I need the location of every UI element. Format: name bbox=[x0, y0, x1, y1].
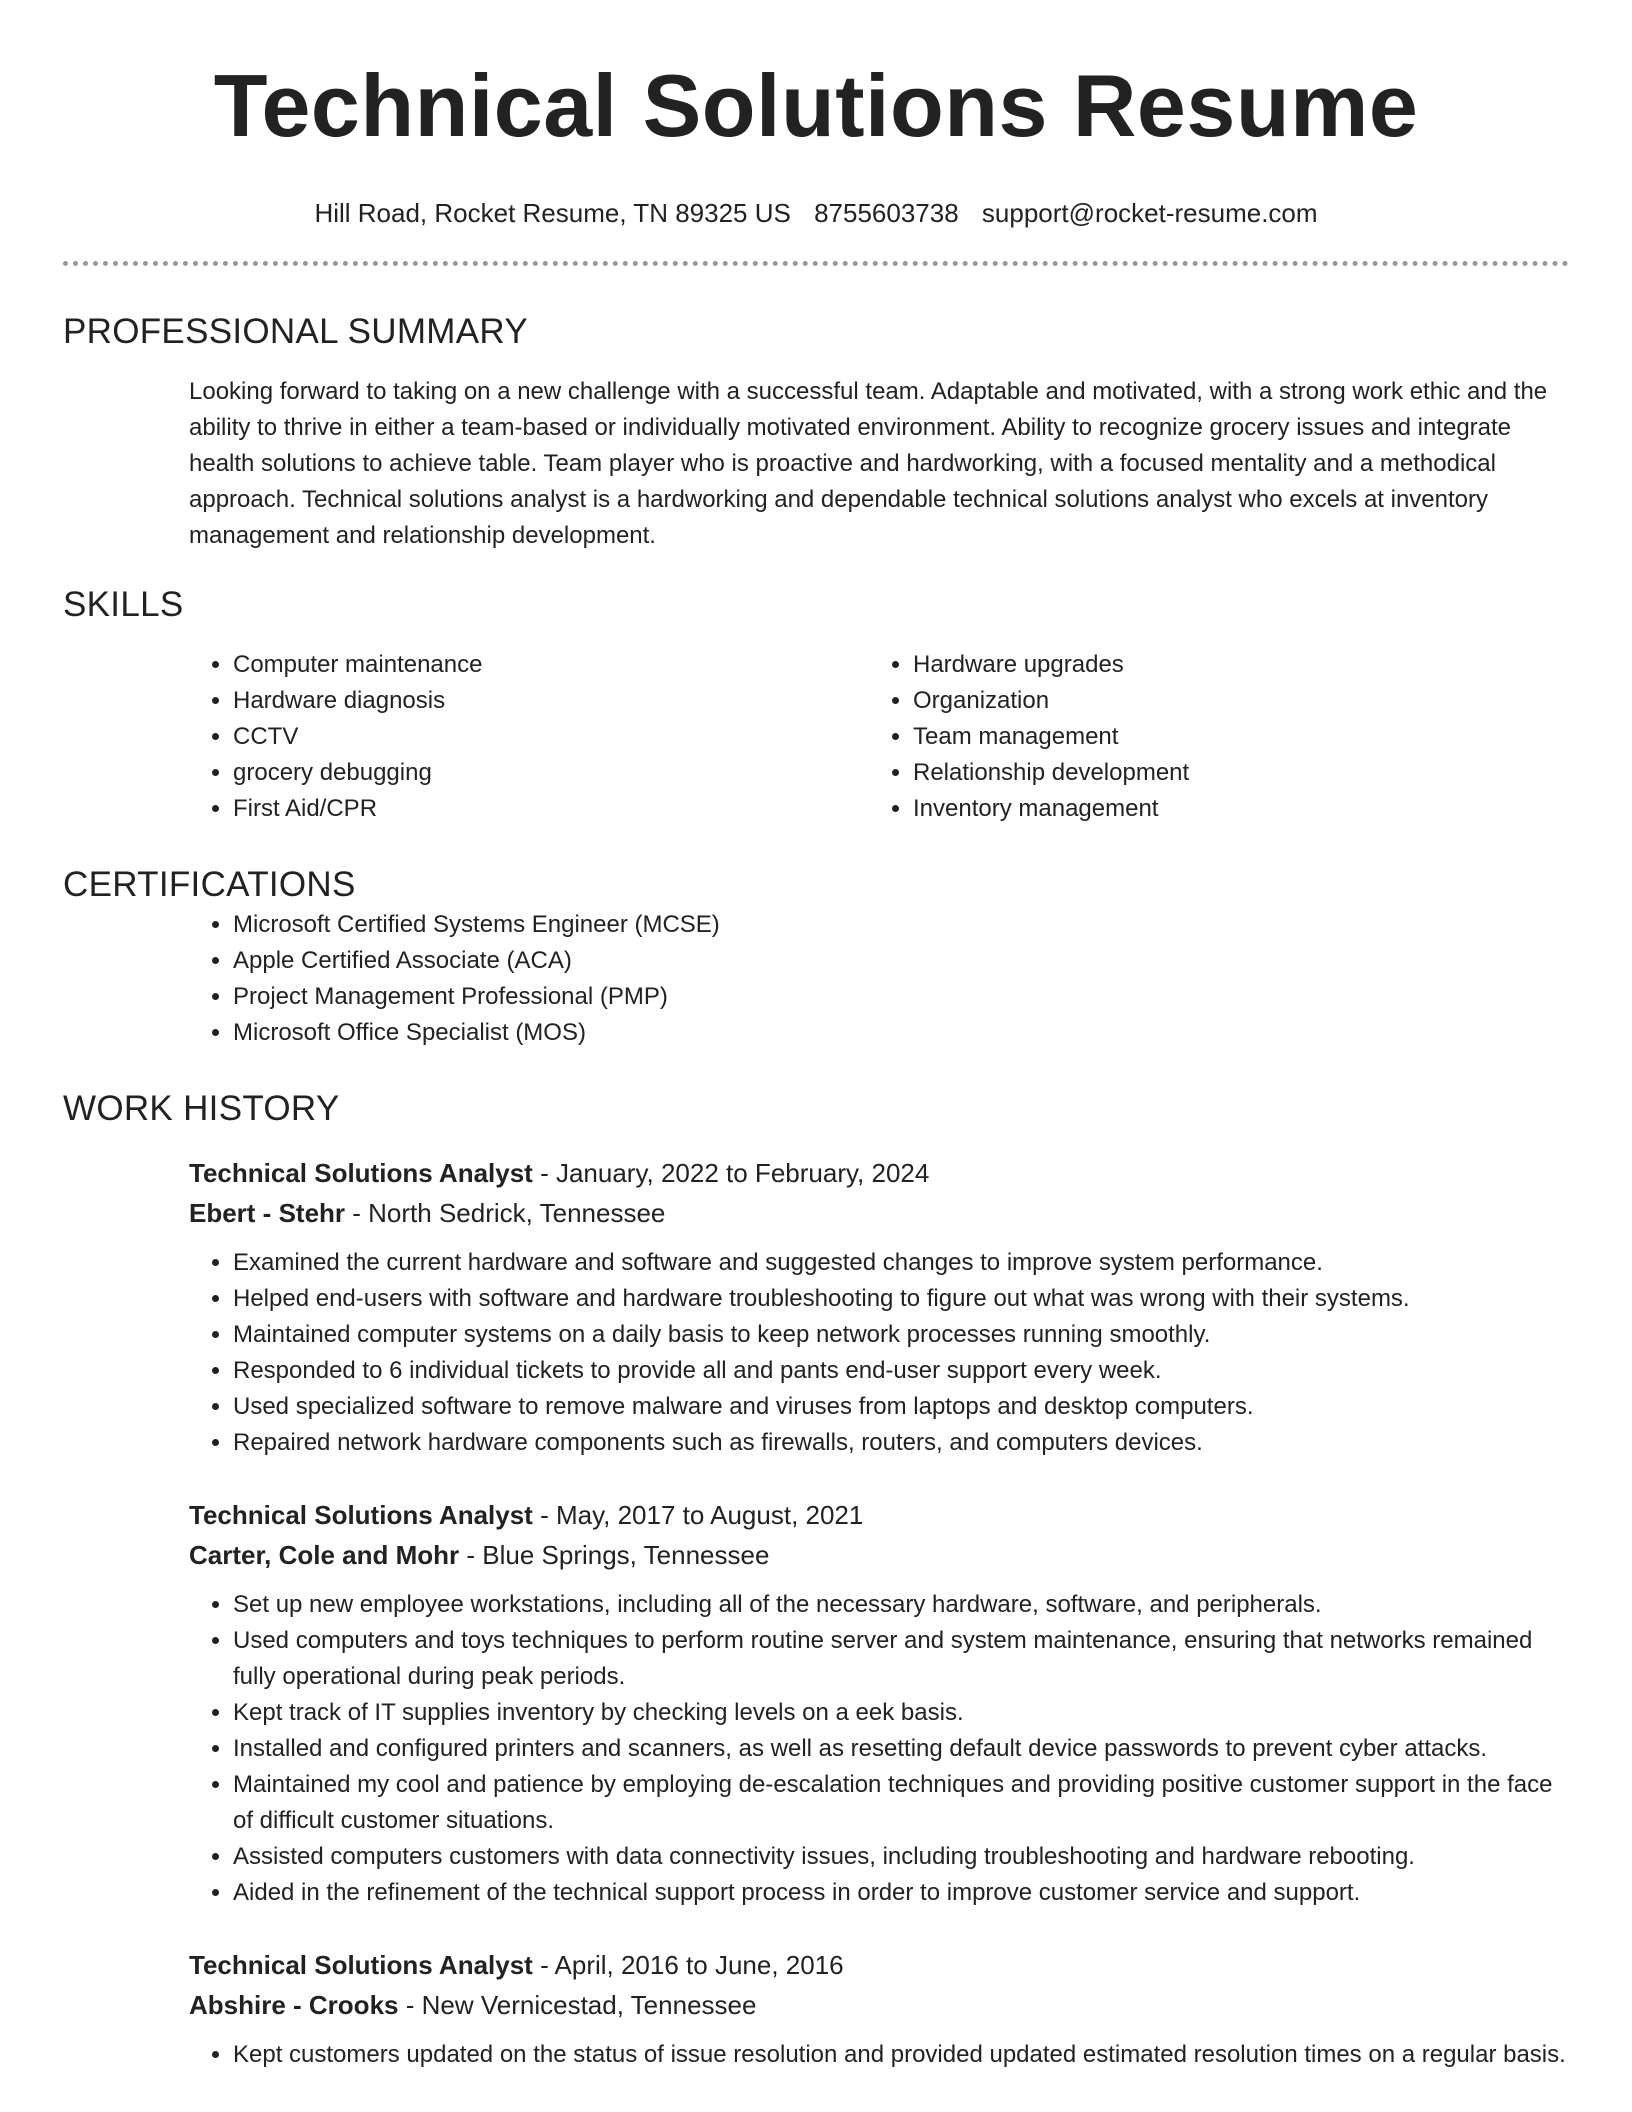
job-duties-list bbox=[189, 2037, 1569, 2073]
header-divider bbox=[63, 261, 1569, 266]
job-duty: • Responded to 6 individual tickets to provide all and pants end-user support every week. bbox=[233, 1353, 1569, 1389]
resume-title: Technical Solutions Resume bbox=[213, 56, 1419, 155]
skills-grid bbox=[189, 647, 1569, 827]
contact-email: support@rocket-resume.com bbox=[981, 198, 1318, 228]
job-company-line bbox=[189, 1535, 1569, 1575]
skill-item: • Team management bbox=[913, 719, 1549, 755]
job-role: Technical Solutions Analyst bbox=[189, 1950, 533, 1980]
skills-heading: SKILLS bbox=[63, 585, 184, 624]
skills-column-right bbox=[869, 647, 1549, 827]
summary-section bbox=[189, 374, 1569, 554]
skills-list-left bbox=[189, 647, 869, 827]
job-company-line bbox=[189, 1985, 1569, 2025]
skill-item: • First Aid/CPR bbox=[233, 791, 869, 827]
job-company-line bbox=[189, 1193, 1569, 1233]
skill-item: • Hardware upgrades bbox=[913, 647, 1549, 683]
certification-item: • Apple Certified Associate (ACA) bbox=[233, 943, 1569, 979]
job-duties-list bbox=[189, 1245, 1569, 1461]
job-title-line bbox=[189, 1153, 1569, 1193]
summary-text: Looking forward to taking on a new challenge with a successful team. Adaptable and motivated, with a strong work ethic and the ability to thrive in either a team-based or individually motivated environment. Ability to recognize grocery issues and integrate health solutions to achieve table. Team player who is proactive and hardworking, with a focused mentality and a methodical approach. Technical solutions analyst is a hardworking and dependable technical solutions analyst who excels at inventory management and relationship development. bbox=[189, 378, 1548, 549]
job-title-line bbox=[189, 1495, 1569, 1535]
contact-phone: 8755603738 bbox=[814, 198, 959, 228]
contact-address: Hill Road, Rocket Resume, TN 89325 US bbox=[314, 198, 791, 228]
skills-list-right bbox=[869, 647, 1549, 827]
job-location: - New Vernicestad, Tennessee bbox=[398, 1990, 757, 2020]
job-entry bbox=[189, 1495, 1569, 1911]
job-dates: - April, 2016 to June, 2016 bbox=[532, 1950, 844, 1980]
job-company: Abshire - Crooks bbox=[189, 1990, 399, 2020]
job-duty: • Maintained my cool and patience by employing de-escalation techniques and providing positive customer support in the face of difficult customer situations. bbox=[233, 1767, 1569, 1839]
job-title-line bbox=[189, 1945, 1569, 1985]
skills-section bbox=[189, 647, 1569, 827]
contact-line bbox=[63, 196, 1569, 230]
job-dates: - January, 2022 to February, 2024 bbox=[532, 1158, 930, 1188]
job-duty: • Set up new employee workstations, including all of the necessary hardware, software, and peripherals. bbox=[233, 1587, 1569, 1623]
job-duty: • Used computers and toys techniques to perform routine server and system maintenance, ensuring that networks remained fully operational during peak periods. bbox=[233, 1623, 1569, 1695]
work-history-section bbox=[189, 1153, 1569, 2073]
job-duties-list bbox=[189, 1587, 1569, 1911]
skill-item: • grocery debugging bbox=[233, 755, 869, 791]
job-duty: • Installed and configured printers and scanners, as well as resetting default device passwords to prevent cyber attacks. bbox=[233, 1731, 1569, 1767]
skill-item: • Computer maintenance bbox=[233, 647, 869, 683]
certifications-heading: CERTIFICATIONS bbox=[63, 865, 356, 904]
skill-item: • CCTV bbox=[233, 719, 869, 755]
certification-item: • Project Management Professional (PMP) bbox=[233, 979, 1569, 1015]
job-entry bbox=[189, 1153, 1569, 1461]
job-duty: • Repaired network hardware components such as firewalls, routers, and computers devices. bbox=[233, 1425, 1569, 1461]
job-duty: • Used specialized software to remove malware and viruses from laptops and desktop computers. bbox=[233, 1389, 1569, 1425]
job-location: - North Sedrick, Tennessee bbox=[345, 1198, 666, 1228]
job-duty: • Maintained computer systems on a daily basis to keep network processes running smoothly. bbox=[233, 1317, 1569, 1353]
job-duty: • Kept track of IT supplies inventory by checking levels on a eek basis. bbox=[233, 1695, 1569, 1731]
job-duty: • Helped end-users with software and hardware troubleshooting to figure out what was wrong with their systems. bbox=[233, 1281, 1569, 1317]
job-dates: - May, 2017 to August, 2021 bbox=[532, 1500, 864, 1530]
job-company: Carter, Cole and Mohr bbox=[189, 1540, 460, 1570]
certification-item: • Microsoft Office Specialist (MOS) bbox=[233, 1015, 1569, 1051]
work-history-heading: WORK HISTORY bbox=[63, 1089, 340, 1128]
job-entry bbox=[189, 1945, 1569, 2073]
skill-item: • Hardware diagnosis bbox=[233, 683, 869, 719]
skill-item: • Organization bbox=[913, 683, 1549, 719]
job-company: Ebert - Stehr bbox=[189, 1198, 346, 1228]
job-duty: • Assisted computers customers with data connectivity issues, including troubleshooting and hardware rebooting. bbox=[233, 1839, 1569, 1875]
job-role: Technical Solutions Analyst bbox=[189, 1158, 533, 1188]
job-role: Technical Solutions Analyst bbox=[189, 1500, 533, 1530]
skills-column-left bbox=[189, 647, 869, 827]
job-location: - Blue Springs, Tennessee bbox=[459, 1540, 770, 1570]
job-duty: • Kept customers updated on the status of issue resolution and provided updated estimated resolution times on a regular basis. bbox=[233, 2037, 1569, 2073]
job-duty: • Examined the current hardware and software and suggested changes to improve system performance. bbox=[233, 1245, 1569, 1281]
skill-item: • Inventory management bbox=[913, 791, 1549, 827]
certifications-list bbox=[189, 907, 1569, 1051]
skill-item: • Relationship development bbox=[913, 755, 1549, 791]
summary-heading: PROFESSIONAL SUMMARY bbox=[63, 312, 528, 351]
certification-item: • Microsoft Certified Systems Engineer (MCSE) bbox=[233, 907, 1569, 943]
certifications-section bbox=[189, 907, 1569, 1051]
job-duty: • Aided in the refinement of the technical support process in order to improve customer service and support. bbox=[233, 1875, 1569, 1911]
